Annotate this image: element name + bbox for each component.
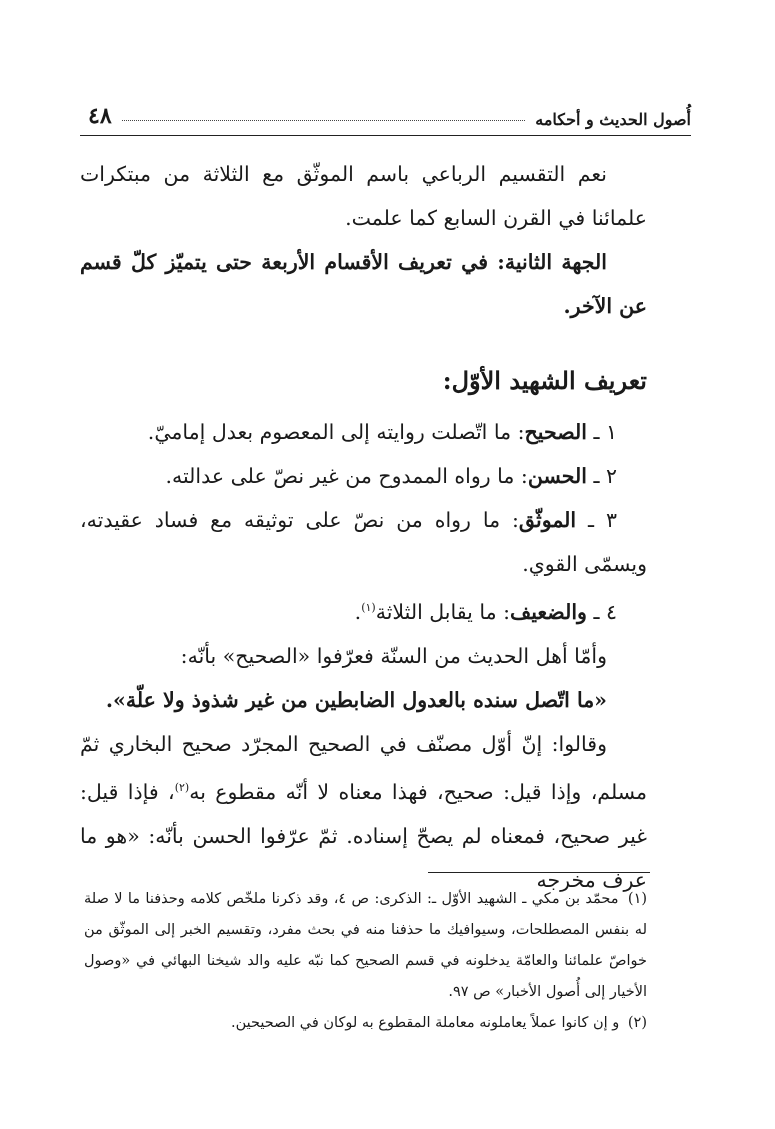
definition-text: : ما رواه من نصّ على توثيقه مع فساد عقيدته، ويسمّى القوي. <box>80 508 647 576</box>
footnote-divider <box>428 872 650 873</box>
section-heading: تعريف الشهيد الأوّل: <box>442 366 647 395</box>
definition-text: : ما رواه الممدوح من غير نصّ على عدالته. <box>165 464 528 488</box>
page-header <box>80 96 691 136</box>
running-title: أُصول الحديث و أحكامه <box>535 110 691 129</box>
quote-definition: «ما اتّصل سنده بالعدول الضابطين من غير شذوذ ولا علّة». <box>105 687 607 712</box>
page-number: ٤٨ <box>88 103 112 129</box>
definition-4 <box>80 586 647 634</box>
definition-number: ١ ـ <box>593 420 617 444</box>
page-body <box>80 152 647 902</box>
definition-term: الموثّق <box>518 508 577 532</box>
footnote-text: محمّد بن مكي ـ الشهيد الأوّل ـ: الذكرى: ص ٤، وقد ذكرنا ملخّص كلامه وحذفنا ما لا صلة له بنفس المصطلحات، وسيوافيك ما حذفنا منه في بحث مفرد، وتقسيم الخبر إلى الموثّق من خواصّ علمائنا والعامّة يدخلونه في قسم الصحيح كما نبّه عليه والد شيخنا البهائي في «وصول الأخيار إلى أُصول الأخبار» ص ٩٧. <box>84 891 647 1000</box>
definition-end: . <box>354 599 362 624</box>
definition-term: الحسن <box>527 464 587 488</box>
footnote-2 <box>84 1008 647 1039</box>
definition-term: الصحيح <box>524 420 587 444</box>
header-dot-leader <box>122 120 526 121</box>
definition-2 <box>80 454 647 498</box>
paragraph-5 <box>80 722 647 902</box>
definition-number: ٣ ـ <box>588 508 617 532</box>
definition-number: ٢ ـ <box>593 464 617 488</box>
definition-term: والضعيف <box>510 599 587 624</box>
paragraph-2: الجهة الثانية: في تعريف الأقسام الأربعة حتى يتميّز كلّ قسم عن الآخر. <box>80 250 647 318</box>
footnotes <box>84 884 647 1039</box>
definition-text: : ما يقابل الثلاثة <box>375 599 510 624</box>
footnote-ref: (٢) <box>174 780 190 794</box>
footnote-number: (١) <box>627 891 648 907</box>
definition-number: ٤ ـ <box>593 599 617 624</box>
footnote-number: (٢) <box>627 1015 647 1031</box>
definition-3 <box>80 498 647 586</box>
paragraph-1: نعم التقسيم الرباعي باسم الموثّق مع الثلاثة من مبتكرات علمائنا في القرن السابع كما علمت. <box>80 162 647 230</box>
definition-text: : ما اتّصلت روايته إلى المعصوم بعدل إماميّ. <box>147 420 525 444</box>
paragraph-3: وأمّا أهل الحديث من السنّة فعرّفوا «الصحيح» بأنّه: <box>180 643 607 668</box>
paragraph-5-part-b: ، فإذا قيل: غير صحيح، فمعناه لم يصحّ إسناده. ثمّ عرّفوا الحسن بأنّه: «هو ما عرف مخرجه <box>80 779 647 892</box>
footnote-ref: (١) <box>361 601 376 614</box>
definition-1 <box>80 410 647 454</box>
paragraph-5-part-a: وقالوا: إنّ أوّل مصنّف في الصحيح المجرّد صحيح البخاري ثمّ مسلم، وإذا قيل: صحيح، فهذا معناه لا أنّه مقطوع به <box>80 731 648 804</box>
footnote-1 <box>84 884 647 1008</box>
footnote-text: و إن كانوا عملاً يعاملونه معاملة المقطوع به لوكان في الصحيحين. <box>231 1015 620 1031</box>
